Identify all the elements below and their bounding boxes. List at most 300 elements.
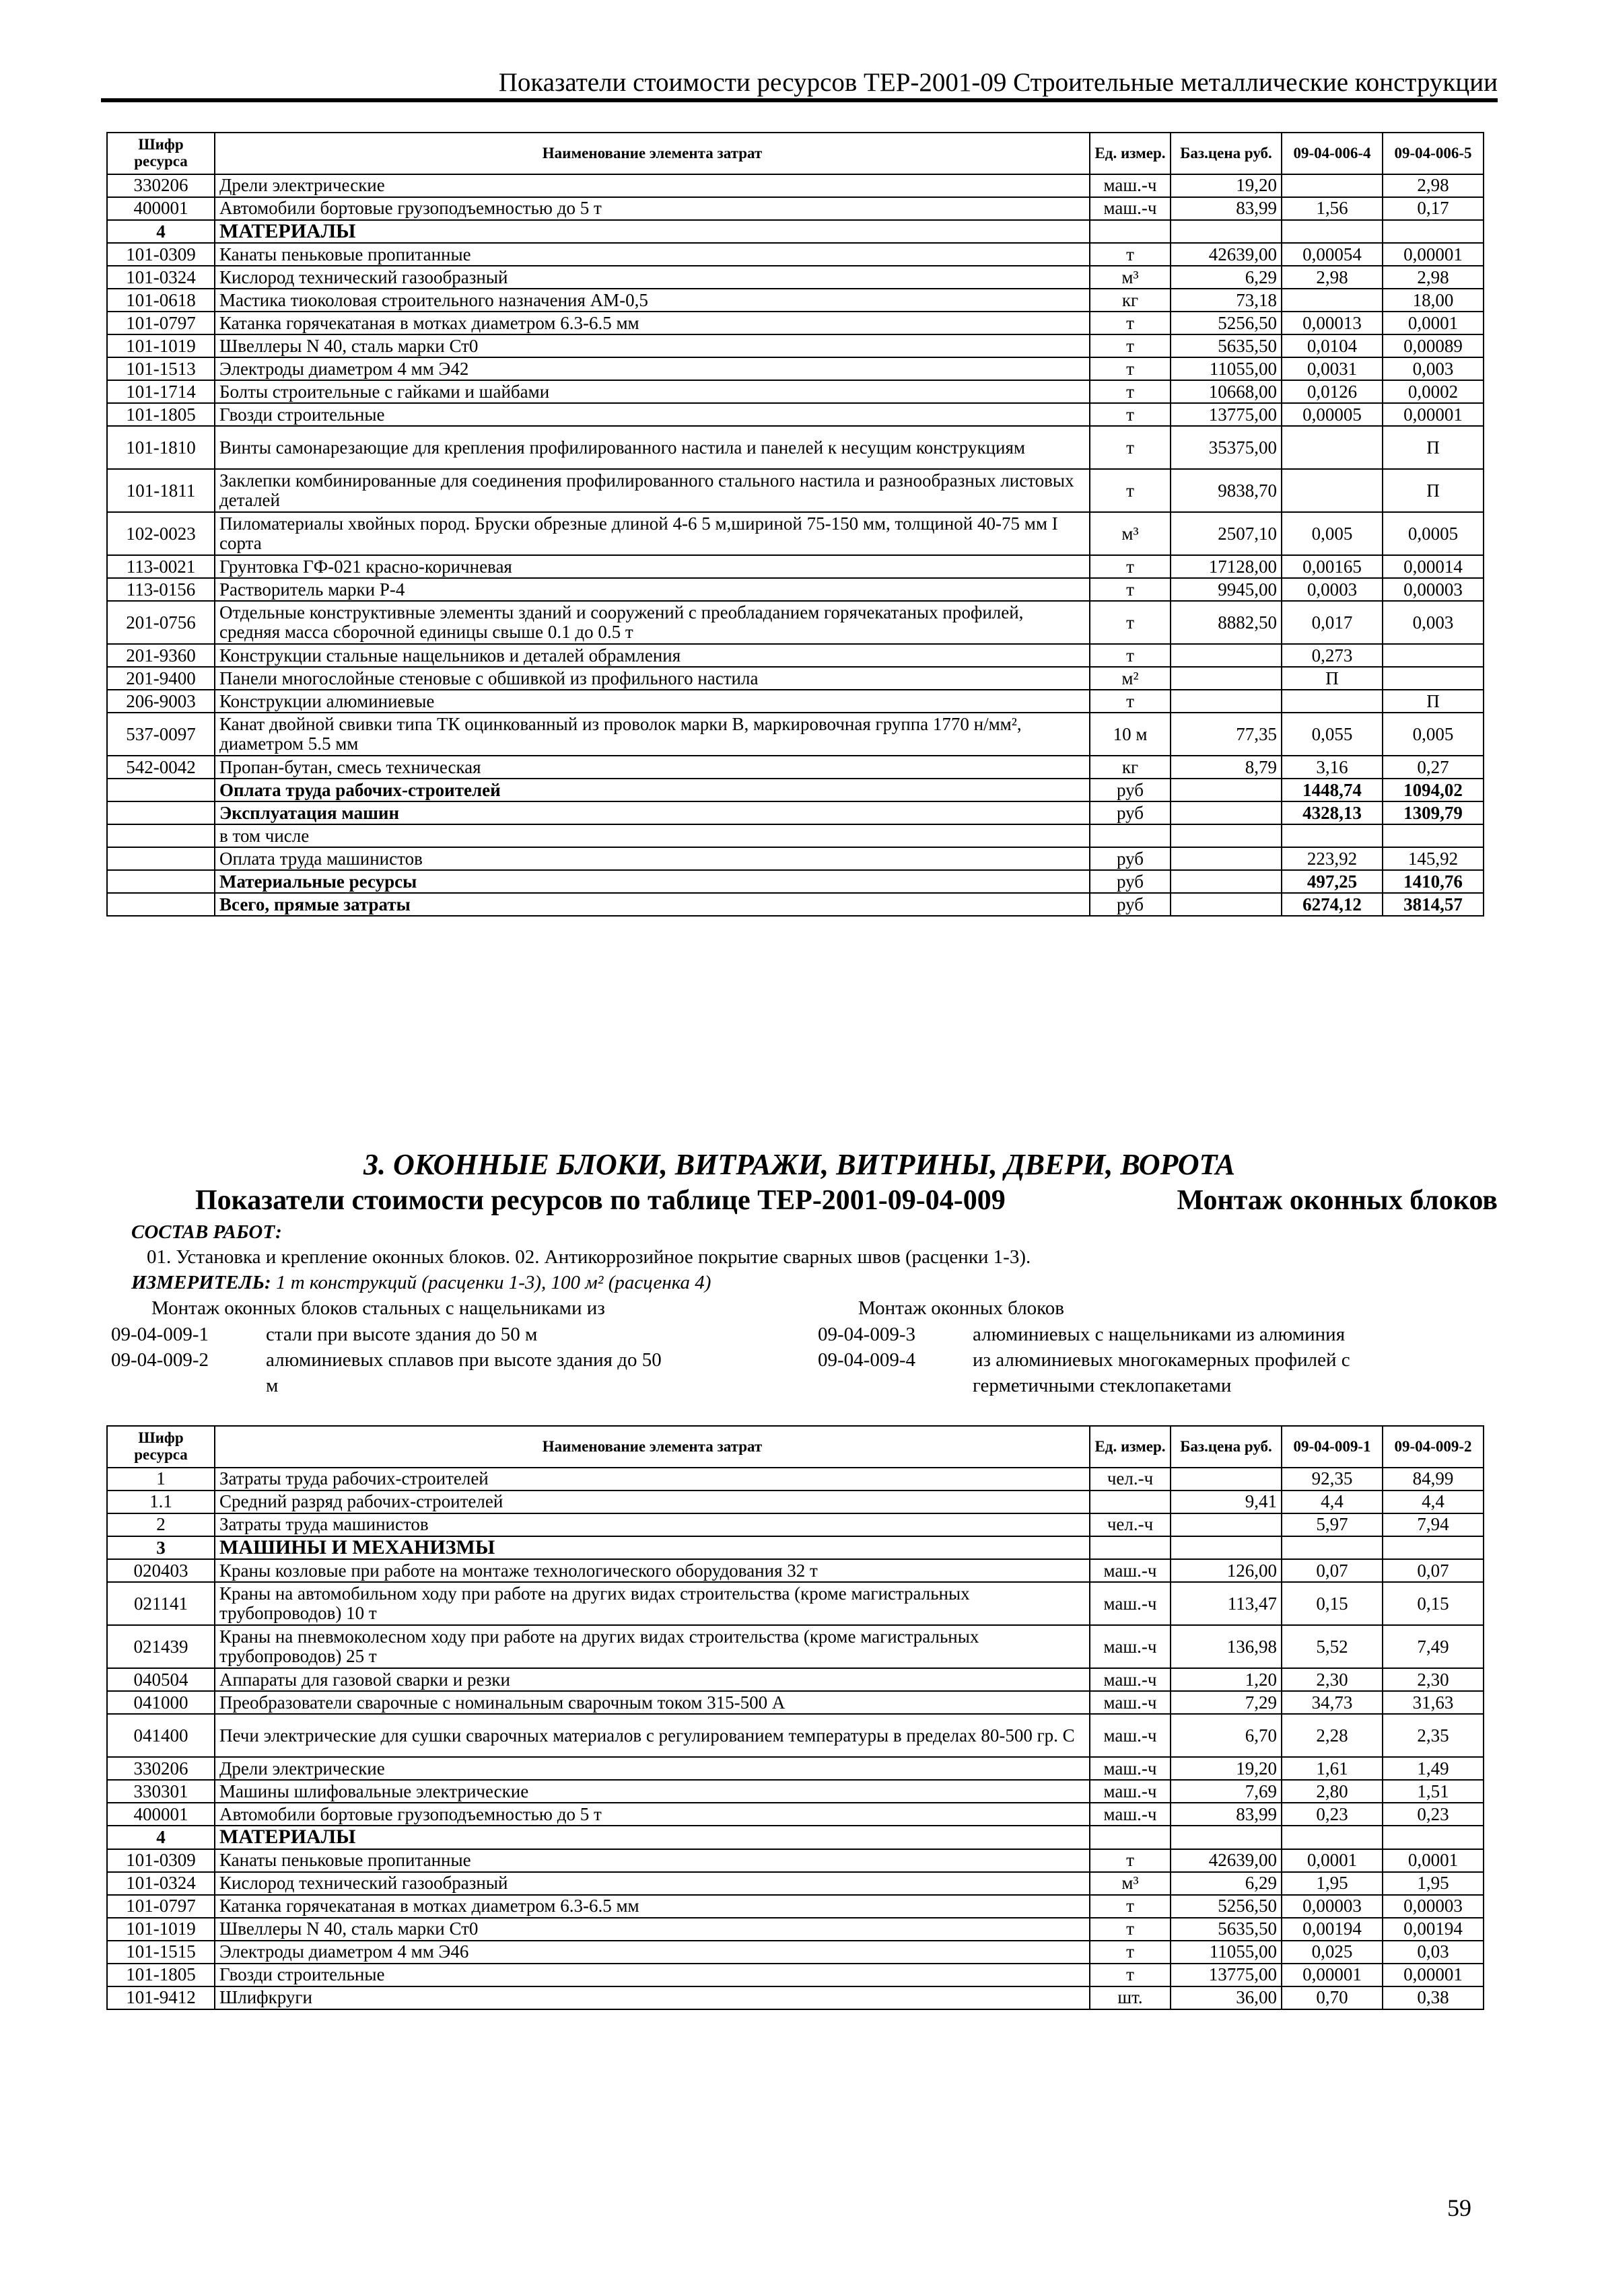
cell-value-1: 0,055	[1282, 713, 1383, 756]
header-price: Баз.цена руб.	[1171, 133, 1282, 174]
cell-value-1	[1282, 690, 1383, 713]
cell-price: 13775,00	[1171, 403, 1282, 426]
cell-price: 77,35	[1171, 713, 1282, 756]
cell-value-2: 1309,79	[1383, 801, 1484, 824]
cell-unit: т	[1090, 426, 1171, 469]
section-title: 3. ОКОННЫЕ БЛОКИ, ВИТРАЖИ, ВИТРИНЫ, ДВЕРИ, ВОРОТА	[363, 1148, 1236, 1181]
item-text: алюминиевых сплавов при высоте здания до 50	[266, 1349, 662, 1371]
cell-price: 5256,50	[1171, 1895, 1282, 1918]
table-row	[107, 469, 1484, 512]
cell-unit: т	[1090, 312, 1171, 334]
cell-value-1: 0,15	[1282, 1582, 1383, 1625]
cell-value-2: 1,49	[1383, 1757, 1484, 1780]
cell-name: Катанка горячекатаная в мотках диаметром 6.3-6.5 мм	[215, 312, 1090, 334]
table-row	[107, 1803, 1484, 1826]
table-row	[107, 870, 1484, 893]
cell-value-1: 3,16	[1282, 756, 1383, 779]
cell-value-2: 0,00003	[1383, 578, 1484, 601]
cell-unit: т	[1090, 1895, 1171, 1918]
cell-name: Электроды диаметром 4 мм Э42	[215, 357, 1090, 380]
cell-name: Конструкции стальные нащельников и деталей обрамления	[215, 644, 1090, 667]
header-col2: 09-04-006-5	[1383, 133, 1484, 174]
section-row	[107, 1826, 1484, 1849]
cell-name: Всего, прямые затраты	[215, 893, 1090, 916]
item-text: из алюминиевых многокамерных профилей с	[973, 1349, 1350, 1371]
cell-value-1: 0,00194	[1282, 1918, 1383, 1941]
cell-value-1: 4,4	[1282, 1491, 1383, 1513]
cell-value-2: 0,03	[1383, 1941, 1484, 1964]
works-label: СОСТАВ РАБОТ:	[131, 1221, 282, 1243]
cell-code: 2	[107, 1513, 215, 1536]
cell-price: 35375,00	[1171, 426, 1282, 469]
cell-price: 73,18	[1171, 289, 1282, 312]
cell-unit: т	[1090, 578, 1171, 601]
cell-price: 19,20	[1171, 1757, 1282, 1780]
table-row	[107, 1714, 1484, 1757]
cell-price	[1171, 644, 1282, 667]
cell-name: Автомобили бортовые грузоподъемностью до 5 т	[215, 197, 1090, 220]
cell-value-1: 0,70	[1282, 1986, 1383, 2009]
cell-value-2: 3814,57	[1383, 893, 1484, 916]
cell-value-2: 2,30	[1383, 1668, 1484, 1691]
table-row	[107, 426, 1484, 469]
cell-value-2: 1,95	[1383, 1872, 1484, 1895]
table-row	[107, 174, 1484, 197]
cell-price	[1171, 690, 1282, 713]
cell-value-2	[1383, 1826, 1484, 1849]
cell-unit: т	[1090, 380, 1171, 403]
table-row	[107, 555, 1484, 578]
cell-code: 021439	[107, 1625, 215, 1668]
table-row	[107, 1941, 1484, 1964]
cell-name: Мастика тиоколовая строительного назначения АМ-0,5	[215, 289, 1090, 312]
cell-value-2: 0,0001	[1383, 1849, 1484, 1872]
table-row	[107, 1513, 1484, 1536]
cell-value-2: 2,98	[1383, 174, 1484, 197]
table-row	[107, 1582, 1484, 1625]
cell-value-1: 2,80	[1282, 1780, 1383, 1803]
table-row	[107, 1849, 1484, 1872]
cell-price: 83,99	[1171, 1803, 1282, 1826]
cell-code: 041400	[107, 1714, 215, 1757]
cell-value-2: 0,23	[1383, 1803, 1484, 1826]
cell-value-2: 0,38	[1383, 1986, 1484, 2009]
cell-value-2: 7,49	[1383, 1625, 1484, 1668]
cell-price	[1171, 779, 1282, 801]
cell-unit: руб	[1090, 801, 1171, 824]
cell-unit: м³	[1090, 266, 1171, 289]
cell-unit: т	[1090, 555, 1171, 578]
cell-name: Кислород технический газообразный	[215, 1872, 1090, 1895]
cell-code: 101-9412	[107, 1986, 215, 2009]
cell-name: Шлифкруги	[215, 1986, 1090, 2009]
cell-name: Катанка горячекатаная в мотках диаметром 6.3-6.5 мм	[215, 1895, 1090, 1918]
cell-value-2: П	[1383, 690, 1484, 713]
cell-unit: 10 м	[1090, 713, 1171, 756]
cell-code: 102-0023	[107, 512, 215, 555]
cell-name: Грунтовка ГФ-021 красно-коричневая	[215, 555, 1090, 578]
cell-name: Затраты труда рабочих-строителей	[215, 1468, 1090, 1491]
item-code: 09-04-009-1	[111, 1324, 209, 1345]
cell-name: МАТЕРИАЛЫ	[215, 1826, 1090, 1849]
cell-value-2: 0,00001	[1383, 1964, 1484, 1986]
cell-value-2: 0,07	[1383, 1559, 1484, 1582]
cell-price	[1171, 824, 1282, 847]
cell-name: Канаты пеньковые пропитанные	[215, 243, 1090, 266]
cell-unit: м³	[1090, 1872, 1171, 1895]
cell-price	[1171, 220, 1282, 243]
cell-value-1	[1282, 1826, 1383, 1849]
cell-unit: маш.-ч	[1090, 1668, 1171, 1691]
cell-code: 537-0097	[107, 713, 215, 756]
cell-price: 42639,00	[1171, 1849, 1282, 1872]
cell-value-2: 0,00089	[1383, 334, 1484, 357]
cell-price: 19,20	[1171, 174, 1282, 197]
cell-code: 201-9400	[107, 667, 215, 690]
cell-name: Швеллеры N 40, сталь марки Ст0	[215, 1918, 1090, 1941]
cell-price	[1171, 870, 1282, 893]
meter-line	[131, 1272, 711, 1294]
cell-value-1: 0,273	[1282, 644, 1383, 667]
cell-unit: м³	[1090, 512, 1171, 555]
cell-value-1: 34,73	[1282, 1691, 1383, 1714]
cell-code	[107, 893, 215, 916]
cell-code: 3	[107, 1536, 215, 1559]
cell-unit: руб	[1090, 779, 1171, 801]
cell-value-1: 2,98	[1282, 266, 1383, 289]
cell-value-2: 0,005	[1383, 713, 1484, 756]
cell-price	[1171, 1513, 1282, 1536]
cell-price: 6,70	[1171, 1714, 1282, 1757]
cell-name: Растворитель марки Р-4	[215, 578, 1090, 601]
works-text: 01. Установка и крепление оконных блоков. 02. Антикоррозийное покрытие сварных швов (расценки 1-3).	[147, 1246, 1031, 1268]
cell-value-1	[1282, 1536, 1383, 1559]
cell-price	[1171, 893, 1282, 916]
cell-name: Гвозди строительные	[215, 1964, 1090, 1986]
table-row	[107, 601, 1484, 644]
cell-value-2: 0,15	[1383, 1582, 1484, 1625]
section-subtitle	[101, 1184, 1498, 1223]
cell-unit: т	[1090, 469, 1171, 512]
cell-value-2: П	[1383, 426, 1484, 469]
cell-value-1: 5,52	[1282, 1625, 1383, 1668]
cell-unit: маш.-ч	[1090, 1582, 1171, 1625]
table-row	[107, 801, 1484, 824]
table-row	[107, 1625, 1484, 1668]
cell-code: 4	[107, 1826, 215, 1849]
cell-code: 101-1714	[107, 380, 215, 403]
cell-code	[107, 824, 215, 847]
cell-unit: маш.-ч	[1090, 197, 1171, 220]
table-row	[107, 690, 1484, 713]
cell-value-2: 0,0002	[1383, 380, 1484, 403]
header-rule	[101, 98, 1498, 102]
cell-name: Преобразователи сварочные с номинальным сварочным током 315-500 А	[215, 1691, 1090, 1714]
cell-unit	[1090, 220, 1171, 243]
cell-value-1: 0,005	[1282, 512, 1383, 555]
cell-price: 17128,00	[1171, 555, 1282, 578]
cell-price	[1171, 847, 1282, 870]
cell-value-2	[1383, 220, 1484, 243]
cell-value-1: 1,56	[1282, 197, 1383, 220]
cell-value-2: 0,003	[1383, 601, 1484, 644]
cell-price	[1171, 801, 1282, 824]
cell-price: 126,00	[1171, 1559, 1282, 1582]
cell-price: 5635,50	[1171, 334, 1282, 357]
meter-text: 1 т конструкций (расценки 1-3), 100 м² (расценка 4)	[275, 1272, 711, 1293]
cell-name: Кислород технический газообразный	[215, 266, 1090, 289]
cell-code	[107, 847, 215, 870]
cell-unit	[1090, 824, 1171, 847]
cell-value-2: 1410,76	[1383, 870, 1484, 893]
cell-name: Автомобили бортовые грузоподъемностью до 5 т	[215, 1803, 1090, 1826]
cell-price: 1,20	[1171, 1668, 1282, 1691]
cell-value-1: 0,0031	[1282, 357, 1383, 380]
cell-code: 101-0309	[107, 243, 215, 266]
cell-value-2	[1383, 824, 1484, 847]
header-col2: 09-04-009-2	[1383, 1426, 1484, 1468]
cell-unit: маш.-ч	[1090, 1625, 1171, 1668]
item-text: стали при высоте здания до 50 м	[266, 1324, 538, 1345]
cell-name: Пиломатериалы хвойных пород. Бруски обрезные длиной 4-6 5 м,шириной 75-150 мм, толщиной 40-75 мм I сорта	[215, 512, 1090, 555]
cell-price: 6,29	[1171, 266, 1282, 289]
table-row	[107, 713, 1484, 756]
cell-code: 330301	[107, 1780, 215, 1803]
cell-unit: маш.-ч	[1090, 1691, 1171, 1714]
cell-price: 6,29	[1171, 1872, 1282, 1895]
cell-value-1: 0,0003	[1282, 578, 1383, 601]
cell-value-1: 0,23	[1282, 1803, 1383, 1826]
cell-unit: т	[1090, 644, 1171, 667]
cell-value-1	[1282, 174, 1383, 197]
cell-value-2: 0,00001	[1383, 243, 1484, 266]
header-col1: 09-04-006-4	[1282, 133, 1383, 174]
cell-unit: кг	[1090, 756, 1171, 779]
table-row	[107, 357, 1484, 380]
cell-unit: т	[1090, 1918, 1171, 1941]
cell-value-2	[1383, 667, 1484, 690]
cell-price: 11055,00	[1171, 1941, 1282, 1964]
table-row	[107, 1872, 1484, 1895]
cell-unit	[1090, 1826, 1171, 1849]
cell-name: Затраты труда машинистов	[215, 1513, 1090, 1536]
cell-name: Дрели электрические	[215, 174, 1090, 197]
cell-name: Болты строительные с гайками и шайбами	[215, 380, 1090, 403]
cell-name: Аппараты для газовой сварки и резки	[215, 1668, 1090, 1691]
cell-value-1: 0,0104	[1282, 334, 1383, 357]
cell-price: 7,29	[1171, 1691, 1282, 1714]
cell-code: 040504	[107, 1668, 215, 1691]
cell-value-1: 2,28	[1282, 1714, 1383, 1757]
table-row	[107, 380, 1484, 403]
item-code: 09-04-009-4	[818, 1349, 915, 1371]
cell-price: 8,79	[1171, 756, 1282, 779]
cell-value-2: 0,00014	[1383, 555, 1484, 578]
cell-price: 10668,00	[1171, 380, 1282, 403]
cell-unit: маш.-ч	[1090, 1559, 1171, 1582]
cell-code: 201-0756	[107, 601, 215, 644]
cell-code: 330206	[107, 1757, 215, 1780]
cell-unit: т	[1090, 357, 1171, 380]
cell-value-1	[1282, 824, 1383, 847]
cell-code: 1	[107, 1468, 215, 1491]
table-row	[107, 1559, 1484, 1582]
cell-name: Оплата труда рабочих-строителей	[215, 779, 1090, 801]
cell-code	[107, 870, 215, 893]
right-heading: Монтаж оконных блоков	[858, 1297, 1064, 1319]
cell-code	[107, 779, 215, 801]
table-row	[107, 1668, 1484, 1691]
cell-name: Печи электрические для сушки сварочных материалов с регулированием температуры в пределах 80-500 гр. С	[215, 1714, 1090, 1757]
table-row	[107, 779, 1484, 801]
cell-value-2: 0,00194	[1383, 1918, 1484, 1941]
cell-value-2	[1383, 644, 1484, 667]
cell-price: 9838,70	[1171, 469, 1282, 512]
cell-value-1: 6274,12	[1282, 893, 1383, 916]
cell-value-2: П	[1383, 469, 1484, 512]
cell-name: Отдельные конструктивные элементы зданий и сооружений с преобладанием горячекатаных профилей, средняя масса сборочной единицы свыше 0.1 до 0.5 т	[215, 601, 1090, 644]
cell-value-2: 0,003	[1383, 357, 1484, 380]
cell-value-1: 0,00013	[1282, 312, 1383, 334]
cell-name: Канат двойной свивки типа ТК оцинкованный из проволок марки В, маркировочная группа 1770 н/мм², диаметром 5.5 мм	[215, 713, 1090, 756]
cell-value-1: 223,92	[1282, 847, 1383, 870]
cell-value-1: 497,25	[1282, 870, 1383, 893]
cell-value-2: 2,35	[1383, 1714, 1484, 1757]
cell-price: 136,98	[1171, 1625, 1282, 1668]
resource-table-2	[106, 1425, 1484, 2010]
cell-name: Канаты пеньковые пропитанные	[215, 1849, 1090, 1872]
header-unit: Ед. измер.	[1090, 133, 1171, 174]
cell-name: Дрели электрические	[215, 1757, 1090, 1780]
table-row	[107, 667, 1484, 690]
header-name: Наименование элемента затрат	[215, 133, 1090, 174]
cell-unit: маш.-ч	[1090, 174, 1171, 197]
cell-value-2: 0,0001	[1383, 312, 1484, 334]
cell-price: 36,00	[1171, 1986, 1282, 2009]
cell-unit: т	[1090, 334, 1171, 357]
cell-unit: маш.-ч	[1090, 1803, 1171, 1826]
cell-unit: т	[1090, 243, 1171, 266]
cell-value-1	[1282, 469, 1383, 512]
cell-unit: маш.-ч	[1090, 1780, 1171, 1803]
cell-code: 020403	[107, 1559, 215, 1582]
cell-value-1: 0,00001	[1282, 1964, 1383, 1986]
cell-value-2: 145,92	[1383, 847, 1484, 870]
cell-unit	[1090, 1536, 1171, 1559]
table-row	[107, 403, 1484, 426]
cell-name: Машины шлифовальные электрические	[215, 1780, 1090, 1803]
cell-name: Винты самонарезающие для крепления профилированного настила и панелей к несущим конструкциям	[215, 426, 1090, 469]
cell-code: 330206	[107, 174, 215, 197]
cell-unit: м²	[1090, 667, 1171, 690]
cell-value-2: 0,0005	[1383, 512, 1484, 555]
cell-price: 5256,50	[1171, 312, 1282, 334]
cell-price: 9,41	[1171, 1491, 1282, 1513]
table-row	[107, 197, 1484, 220]
cell-value-2: 0,00001	[1383, 403, 1484, 426]
cell-value-1: 0,00003	[1282, 1895, 1383, 1918]
table-row	[107, 893, 1484, 916]
cell-price: 42639,00	[1171, 243, 1282, 266]
table-row	[107, 1757, 1484, 1780]
left-heading: Монтаж оконных блоков стальных с нащельниками из	[151, 1297, 605, 1319]
cell-code: 101-1810	[107, 426, 215, 469]
header-code: Шифр ресурса	[107, 133, 215, 174]
cell-name: Оплата труда машинистов	[215, 847, 1090, 870]
cell-unit: т	[1090, 601, 1171, 644]
cell-value-1: 0,07	[1282, 1559, 1383, 1582]
cell-value-2: 31,63	[1383, 1691, 1484, 1714]
table-row	[107, 1691, 1484, 1714]
cell-value-1: 0,025	[1282, 1941, 1383, 1964]
cell-name: Заклепки комбинированные для соединения профилированного стального настила и разнообразных листовых деталей	[215, 469, 1090, 512]
cell-price: 7,69	[1171, 1780, 1282, 1803]
cell-value-1	[1282, 426, 1383, 469]
cell-name: МАТЕРИАЛЫ	[215, 220, 1090, 243]
cell-unit: т	[1090, 690, 1171, 713]
table-row	[107, 756, 1484, 779]
cell-value-1: 0,0001	[1282, 1849, 1383, 1872]
cell-value-1: 0,00165	[1282, 555, 1383, 578]
cell-unit: кг	[1090, 289, 1171, 312]
table-row	[107, 644, 1484, 667]
cell-value-1: 1,95	[1282, 1872, 1383, 1895]
cell-code: 101-0797	[107, 1895, 215, 1918]
cell-value-2: 4,4	[1383, 1491, 1484, 1513]
cell-name: Швеллеры N 40, сталь марки Ст0	[215, 334, 1090, 357]
subtitle-right: Монтаж оконных блоков	[1177, 1185, 1498, 1216]
cell-price: 8882,50	[1171, 601, 1282, 644]
cell-name: Пропан-бутан, смесь техническая	[215, 756, 1090, 779]
cell-code: 101-0324	[107, 266, 215, 289]
cell-value-2: 1,51	[1383, 1780, 1484, 1803]
item-text: алюминиевых с нащельниками из алюминия	[973, 1324, 1346, 1345]
cell-unit: маш.-ч	[1090, 1757, 1171, 1780]
subtitle-left: Показатели стоимости ресурсов по таблице ТЕР-2001-09-04-009	[195, 1185, 1006, 1216]
cell-value-1: 0,00005	[1282, 403, 1383, 426]
table-row	[107, 1468, 1484, 1491]
cell-price	[1171, 667, 1282, 690]
cell-price: 9945,00	[1171, 578, 1282, 601]
table-row	[107, 847, 1484, 870]
cell-unit: чел.-ч	[1090, 1468, 1171, 1491]
cell-code: 101-0324	[107, 1872, 215, 1895]
table-row	[107, 334, 1484, 357]
cell-name: Краны на пневмоколесном ходу при работе на других видах строительства (кроме магистральных трубопроводов) 25 т	[215, 1625, 1090, 1668]
cell-unit: чел.-ч	[1090, 1513, 1171, 1536]
item-text: м	[266, 1375, 279, 1396]
cell-price: 5635,50	[1171, 1918, 1282, 1941]
cell-value-1: 4328,13	[1282, 801, 1383, 824]
table-row	[107, 266, 1484, 289]
table-row	[107, 578, 1484, 601]
header-col1: 09-04-009-1	[1282, 1426, 1383, 1468]
cell-code: 400001	[107, 1803, 215, 1826]
cell-value-1: 0,0126	[1282, 380, 1383, 403]
cell-name: в том числе	[215, 824, 1090, 847]
cell-unit: руб	[1090, 847, 1171, 870]
cell-value-2: 84,99	[1383, 1468, 1484, 1491]
cell-price: 83,99	[1171, 197, 1282, 220]
cell-code: 101-1513	[107, 357, 215, 380]
cell-code: 101-0618	[107, 289, 215, 312]
cell-unit: руб	[1090, 870, 1171, 893]
cell-code: 101-1019	[107, 334, 215, 357]
cell-name: Конструкции алюминиевые	[215, 690, 1090, 713]
cell-value-1: 5,97	[1282, 1513, 1383, 1536]
cell-value-1: 0,00054	[1282, 243, 1383, 266]
cell-unit: маш.-ч	[1090, 1714, 1171, 1757]
